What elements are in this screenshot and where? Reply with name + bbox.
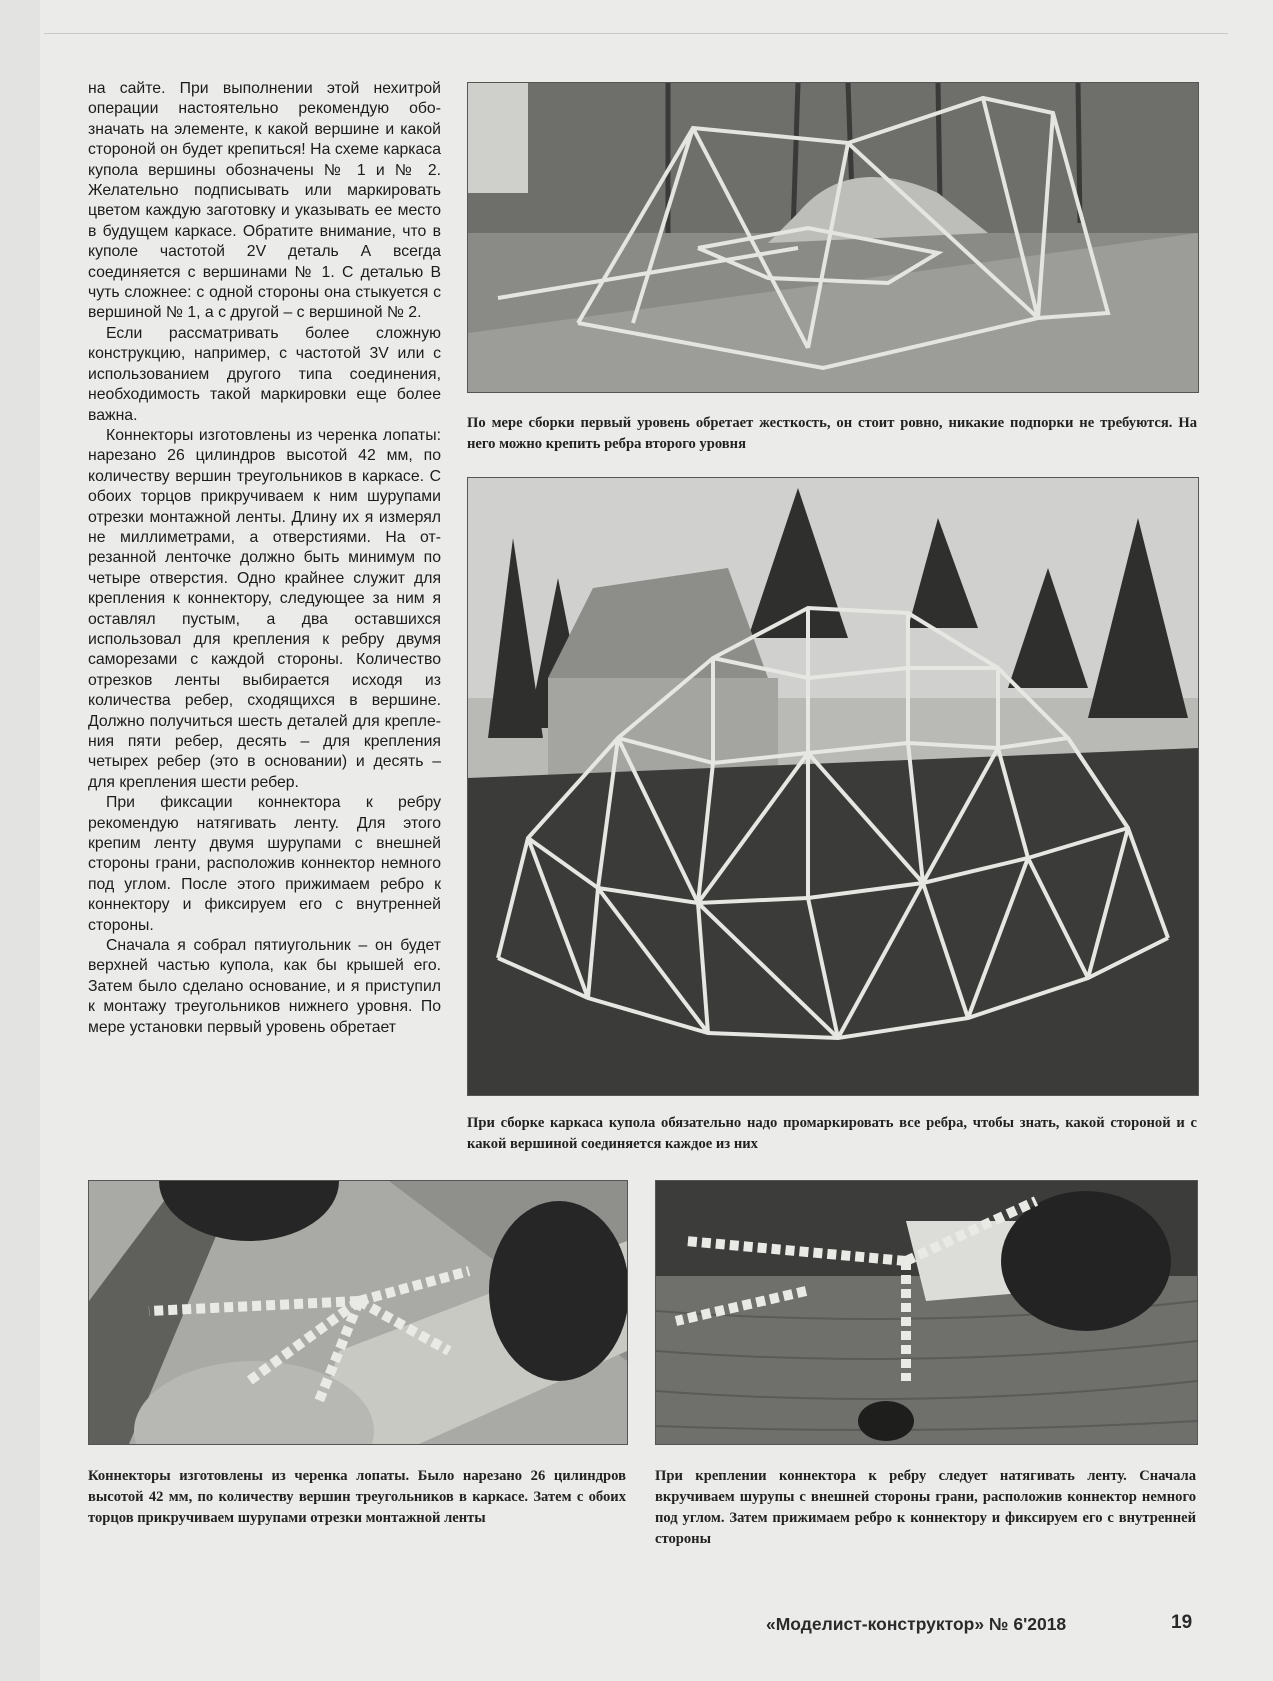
photo-dome-frame — [467, 477, 1199, 1096]
caption-connector-with-tape: Коннекторы изготовлены из черенка лопаты. Было нарезано 26 цилиндров высотой 42 мм, по количеству вершин треугольников в каркасе. Затем с обоих торцов прикручиваем шурупами отрезки монтажной ленты — [88, 1468, 626, 1526]
caption-connector-fixing: При креплении коннектора к ребру следует натягивать ленту. Сначала вкручиваем шурупы с внешней стороны грани, расположив коннектор немного под углом. Затем прижимаем ребро к коннектору и фиксируем его с внутренней стороны — [655, 1468, 1196, 1547]
article-paragraph: При фиксации коннектора к ребру рекомендую натягивать ленту. Для этого крепим ленту двумя шурупами с внешней стороны грани, расположив коннектор немного под углом. После этого прижимаем ребро к коннектору и фиксируем его с внутренней стороны. — [88, 794, 441, 934]
page-number: 19 — [1171, 1612, 1193, 1633]
caption-dome: При сборке каркаса купола обязательно надо промаркировать все ребра, чтобы знать, какой стороной и с какой вершиной соединяется каждое из них — [467, 1115, 1197, 1152]
photo-connector-with-tape — [88, 1180, 628, 1445]
footer-magazine-title: «Моделист-конструктор» № 6'2018 — [766, 1614, 1067, 1634]
photo-first-level-frame — [467, 82, 1199, 393]
article-paragraph: Если рассматривать более сложную конструкцию, например, с частотой 3V или с использованием другого типа соединения, необходимость такой маркировки еще более важна. — [88, 324, 441, 424]
page-gutter — [0, 0, 40, 1681]
article-paragraph: на сайте. При выполнении этой нехитрой операции настоятельно рекомендую обозначать на элементе, к какой вершине и какой стороной он будет крепиться! На схеме каркаса купола вершины обозначены № 1 и № 2. Желательно подписывать или маркировать цветом каждую заготовку и указывать ее место в будущем каркасе. Обратите внимание, что в куполе частотой 2V деталь А всегда соединяется с вершинами № 1. С деталью В чуть сложнее: с одной стороны она стыкуется с вершиной № 1, а с другой – с вершиной № 2. — [88, 80, 441, 322]
article-paragraph: Коннекторы изготовлены из черенка лопаты: нарезано 26 цилиндров высотой 42 мм, по количеству вершин треугольников в каркасе. С обоих торцов прикручиваем к ним шурупами отрезки монтажной ленты. Длину их я измерял не миллиметрами, а отверстиями. На отрезанной ленточке должно быть минимум по четыре отверстия. Одно крайнее служит для крепления к коннектору, следующее за ним я оставлял пустым, а два оставшихся использовал для крепления к ребру двумя саморезами с каждой стороны. Количество отрезков ленты выбирается исходя из количества ребер, сходящихся в вершине. Должно получиться шесть деталей для крепления пяти ребер, десять – для крепления четырех ребер (это в основании) и десять – для крепления шести ребер. — [88, 426, 441, 791]
article-paragraph: Сначала я собрал пятиугольник – он будет верхней частью купола, как бы крышей его. Затем было сделано основание, и я приступил к монтажу треугольников нижнего уровня. По мере установки первый уровень обретает — [88, 937, 441, 1036]
top-rule — [44, 33, 1228, 34]
photo-connector-fixing — [655, 1180, 1198, 1445]
article-text-column — [88, 79, 441, 1038]
caption-first-level: По мере сборки первый уровень обретает жесткость, он стоит ровно, никакие подпорки не требуются. На него можно крепить ребра второго уровня — [467, 415, 1197, 452]
